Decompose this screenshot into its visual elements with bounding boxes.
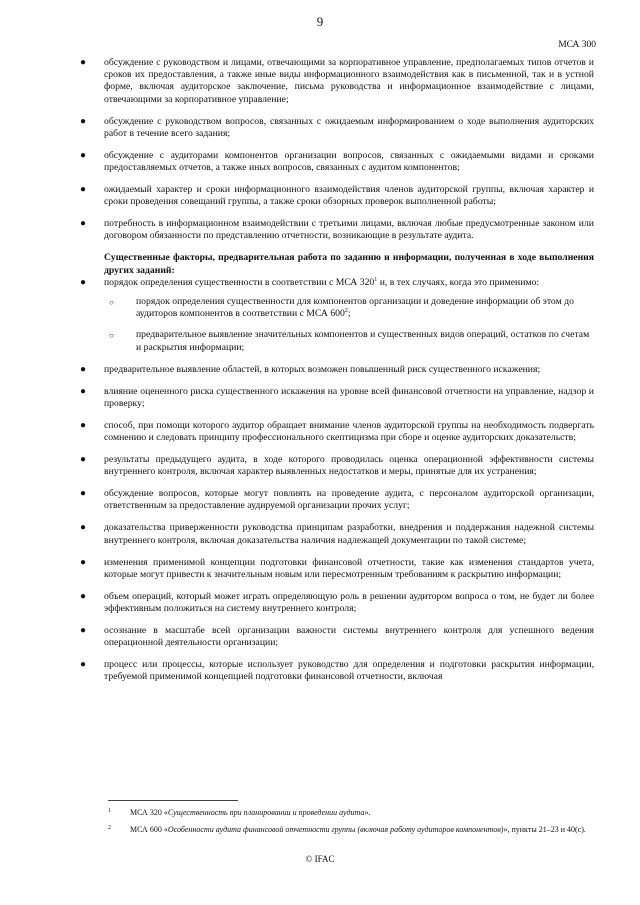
footnote-title: Существенность при планировании и проведении аудита <box>167 808 365 817</box>
circle-bullet-icon: ○ <box>109 298 114 308</box>
list-item-text: результаты предыдущего аудита, в ходе которого проводилась оценка операционной эффективности системы внутреннего контроля, включая характер выявленных недостатков и меры, принятые для их устранения; <box>104 454 594 478</box>
section-heading: Существенные факторы, предварительная работа по заданию и информации, полученная в ходе выполнения других заданий: <box>104 252 594 276</box>
list-item <box>80 115 594 140</box>
list-item <box>80 363 594 376</box>
list-item-text: ожидаемый характер и сроки информационного взаимодействия членов аудиторской группы, включая характер и сроки проведения совещаний группы, а также сроки обзорных проверок выполненной работы; <box>104 184 594 208</box>
sub-list <box>104 296 594 354</box>
list-item <box>80 625 594 649</box>
list-item <box>80 556 594 581</box>
bullet-icon: ● <box>80 363 87 375</box>
bullet-icon: ● <box>80 625 87 637</box>
list-item-text: влияние оцененного риска существенного искажения на уровне всей финансовой отчетности на управление, надзор и проверку; <box>104 385 594 409</box>
footnote-lead: МСА 600 « <box>130 824 168 834</box>
circle-bullet-icon: ○ <box>109 331 114 341</box>
sub-item-text: порядок определения существенности для компонентов организации и доведение информации об этом до аудиторов компонентов в соответствии с МСА 600 <box>136 296 574 320</box>
list-item <box>80 488 594 512</box>
list-item-text: обсуждение с руководством вопросов, связанных с ожидаемым информированием о ходе выполнения аудиторских работ в течение всего задания; <box>104 115 594 139</box>
list-item-text: и, в тех случаях, когда это применимо: <box>377 276 540 288</box>
list-item <box>80 385 594 410</box>
sub-list-item <box>109 329 594 353</box>
list-item-text: порядок определения существенности в соответствии с МСА 320 <box>104 276 375 288</box>
list-item-text: осознание в масштабе всей организации важности системы внутреннего контроля для успешного ведения операционной деятельности организации; <box>104 625 594 649</box>
footnote-title: Особенности аудита финансовой отчетности группы (включая работу аудиторов компонентов) <box>167 824 504 834</box>
footnote-divider <box>108 800 238 801</box>
bullet-list-bottom <box>80 276 594 684</box>
list-item <box>80 522 594 546</box>
list-item <box>80 590 594 615</box>
sub-item-text: предварительное выявление значительных компонентов и существенных видов операций, остатков по счетам и раскрытия информации; <box>136 329 590 353</box>
footnote <box>108 825 596 836</box>
sub-list-item <box>109 296 594 320</box>
bullet-icon: ● <box>80 218 87 230</box>
page-body <box>80 57 594 693</box>
list-item <box>80 218 594 242</box>
bullet-icon: ● <box>80 184 87 196</box>
list-item-text: обсуждение с руководством и лицами, отвечающими за корпоративное управление, предполагаемых типов отчетов и сроков их предоставления, а также иные виды информационного взаимодействия как в письменной, так и в устной форме, включая аудиторское заключение, письма руководства и информационное взаимодействие с лицами, отвечающими за корпоративное управление; <box>104 57 594 105</box>
bullet-list-top <box>80 57 594 243</box>
list-item-materiality <box>80 276 594 354</box>
bullet-icon: ● <box>80 556 87 568</box>
list-item-text: процесс или процессы, которые использует руководство для определения и подготовки раскрытия информации, требуемой применимой концепцией подготовки финансовой отчетности, включая <box>104 659 594 683</box>
page-number: 9 <box>316 14 324 29</box>
sub-item-tail: ; <box>347 308 351 320</box>
bullet-icon: ● <box>80 115 87 127</box>
bullet-icon: ● <box>80 385 87 397</box>
list-item-text: изменения применимой концепции подготовки финансовой отчетности, такие как изменения стандартов учета, которые могут привести к значительным новым или пересмотренным требованиям к раскрытию информации; <box>104 556 594 580</box>
list-item <box>80 184 594 208</box>
bullet-icon: ● <box>80 149 87 161</box>
footnotes <box>108 808 596 841</box>
list-item <box>80 419 594 444</box>
list-item <box>80 659 594 683</box>
document-code: МСА 300 <box>558 40 596 50</box>
list-item <box>80 149 594 174</box>
list-item-text: объем операций, который может играть определяющую роль в решении аудитором вопроса о том, не будет ли более эффективным положиться на систему внутреннего контроля; <box>104 590 594 615</box>
footnote-number: 2 <box>108 824 111 831</box>
footnote-tail: ». <box>364 808 371 817</box>
bullet-icon: ● <box>80 659 87 671</box>
bullet-icon: ● <box>80 454 87 466</box>
list-item-text: потребность в информационном взаимодействии с третьими лицами, включая любые предусмотренные законом или договором обязанности по представлению отчетности, возникающие в результате аудита. <box>104 218 594 242</box>
bullet-icon: ● <box>80 57 87 68</box>
bullet-icon: ● <box>80 419 87 431</box>
list-item <box>80 57 594 106</box>
footnote <box>108 808 596 819</box>
footnote-lead: МСА 320 « <box>130 808 168 817</box>
list-item-text: способ, при помощи которого аудитор обращает внимание членов аудиторской группы на необходимость подвергать сомнению и следовать принципу профессионального скептицизма при сборе и оценке аудиторских доказательств; <box>104 419 594 444</box>
list-item-text: доказательства приверженности руководства принципам разработки, внедрения и поддержания надежной системы внутреннего контроля, включая доказательства наличия надлежащей документации по такой системе; <box>104 522 594 546</box>
copyright-footer: © IFAC <box>305 854 335 864</box>
footnote-tail: », пункты 21–23 и 40(c). <box>503 824 586 834</box>
footnote-ref: 2 <box>344 308 348 314</box>
list-item-text: обсуждение вопросов, которые могут повлиять на проведение аудита, с персоналом аудиторской организации, ответственным за предоставление аудируемой организации прочих услуг; <box>104 488 594 512</box>
list-item-text: предварительное выявление областей, в которых возможен повышенный риск существенного искажения; <box>104 363 541 375</box>
bullet-icon: ● <box>80 276 87 288</box>
bullet-icon: ● <box>80 488 87 500</box>
bullet-icon: ● <box>80 522 87 534</box>
list-item <box>80 454 594 478</box>
bullet-icon: ● <box>80 590 87 602</box>
footnote-number: 1 <box>108 808 111 814</box>
list-item-text: обсуждение с аудиторами компонентов организации вопросов, связанных с ожидаемыми видами и сроками предоставляемых отчетов, а также иных вопросов, связанных с аудитом компонентов; <box>104 149 594 174</box>
footnote-ref: 1 <box>374 276 378 283</box>
